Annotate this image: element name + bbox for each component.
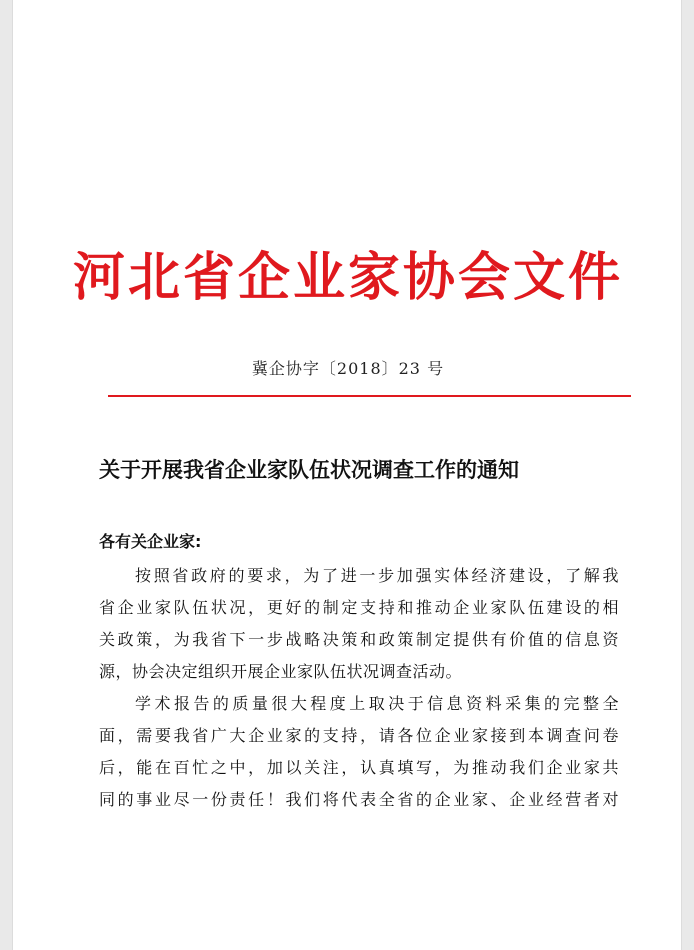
document-header-title: 河北省企业家协会文件	[72, 248, 623, 308]
paragraph-line: 面，需要我省广大企业家的支持，请各位企业家接到本调查问卷	[99, 726, 619, 745]
body-paragraph-2	[99, 688, 619, 816]
paragraph-line: 按照省政府的要求，为了进一步加强实体经济建设，了解我	[135, 566, 619, 585]
paragraph-line: 同的事业尽一份责任！我们将代表全省的企业家、企业经营者对	[99, 790, 619, 809]
paragraph-line: 学术报告的质量很大程度上取决于信息资料采集的完整全	[135, 694, 619, 713]
document-number: 冀企协字〔2018〕23 号	[251, 359, 445, 378]
paragraph-line: 关政策，为我省下一步战略决策和政策制定提供有价值的信息资	[99, 630, 619, 649]
notice-title: 关于开展我省企业家队伍状况调查工作的通知	[99, 458, 519, 482]
paragraph-line: 后，能在百忙之中，加以关注，认真填写，为推动我们企业家共	[99, 758, 619, 777]
body-paragraph-1	[99, 560, 619, 688]
paragraph-line: 省企业家队伍状况，更好的制定支持和推动企业家队伍建设的相	[99, 598, 619, 617]
document-page	[12, 0, 682, 950]
red-divider-rule	[108, 395, 631, 397]
paragraph-line: 源，协会决定组织开展企业家队伍状况调查活动。	[99, 662, 463, 681]
salutation: 各有关企业家:	[99, 532, 202, 551]
